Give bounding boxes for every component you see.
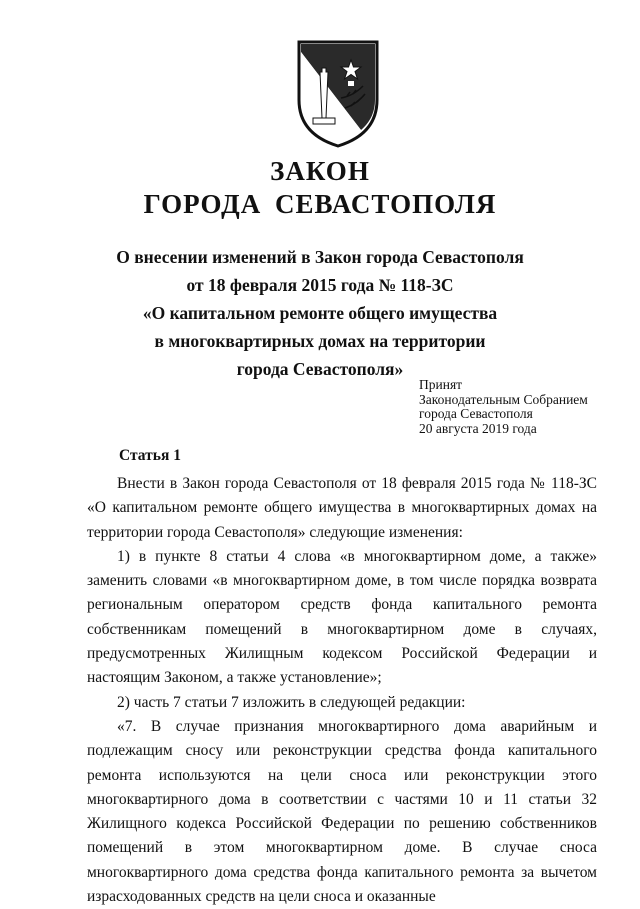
law-subtitle (0, 243, 640, 383)
adoption-line: Законодательным Собранием (419, 391, 588, 407)
adoption-line: 20 августа 2019 года (419, 420, 537, 436)
subtitle-line: от 18 февраля 2015 года № 118-ЗС (186, 275, 454, 295)
article-paragraph: 1) в пункте 8 статьи 4 слова «в многоквартирном доме, а также» заменить словами «в многоквартирном доме, в том числе порядка возврата региональным оператором средств фонда капитального ремонта собственникам помещений в многоквартирном доме в случаях, предусмотренных Жилищным кодексом Российской Федерации и настоящим Законом, а также установление»; (87, 547, 597, 687)
subtitle-line: города Севастополя» (236, 359, 404, 379)
adoption-line: Принят (419, 377, 463, 392)
article-paragraph: Внести в Закон города Севастополя от 18 февраля 2015 года № 118-ЗС «О капитальном ремонте общего имущества в многоквартирных домах на территории города Севастополя» следующие изменения: (87, 475, 597, 541)
law-city-title: ГОРОДА СЕВАСТОПОЛЯ (143, 189, 497, 219)
article-body (87, 472, 597, 909)
subtitle-line: в многоквартирных домах на территории (154, 331, 486, 351)
article-paragraph: «7. В случае признания многоквартирного дома аварийным и подлежащим сносу или реконструкции средства фонда капитального ремонта используются на цели сноса или реконструкции этого многоквартирного дома в соответствии с частями 10 и 11 статьи 32 Жилищного кодекса Российской Федерации по решению собственников помещений в этом многоквартирном доме. В случае сноса многоквартирного дома средства фонда капитального ремонта за вычетом израсходованных средств на цели сноса и оказанные (87, 717, 597, 906)
law-title: ЗАКОН (270, 156, 370, 186)
subtitle-line: «О капитальном ремонте общего имущества (142, 303, 498, 323)
adoption-note (419, 378, 588, 436)
sevastopol-coat-of-arms-icon (295, 38, 381, 148)
article-paragraph: 2) часть 7 статьи 7 изложить в следующей редакции: (117, 693, 466, 711)
article-heading: Статья 1 (119, 447, 181, 464)
adoption-line: города Севастополя (419, 406, 533, 421)
subtitle-line: О внесении изменений в Закон города Севастополя (116, 247, 524, 267)
